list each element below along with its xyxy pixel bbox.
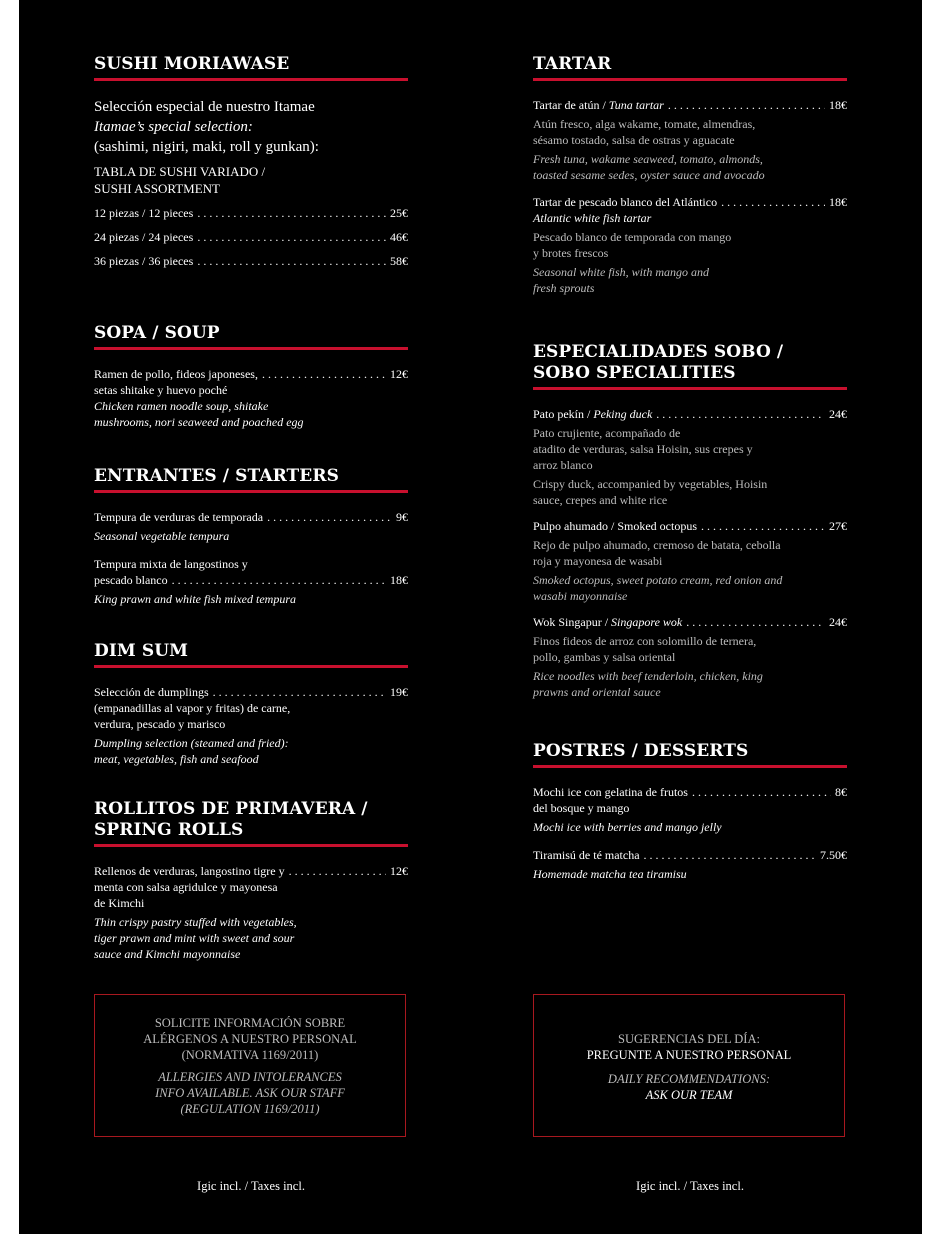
notice-line: (NORMATIVA 1169/2011) xyxy=(181,1048,319,1062)
item-description: sésamo tostado, salsa de ostras y aguacate xyxy=(533,133,735,147)
notice-line: SOLICITE INFORMACIÓN SOBRE xyxy=(154,1016,346,1030)
section-soup xyxy=(94,323,408,437)
item-name: 24 piezas / 24 pieces xyxy=(94,230,194,244)
item-continuation: (empanadillas al vapor y fritas) de carne, xyxy=(94,701,291,715)
item-name: Tartar de pescado blanco del Atlántico xyxy=(533,195,718,209)
item-price: 12€ xyxy=(390,864,408,878)
intro-line: Itamae’s special selection: xyxy=(94,119,253,135)
item-description: roja y mayonesa de wasabi xyxy=(533,554,663,568)
item-price: 12€ xyxy=(390,367,408,381)
section-tartar xyxy=(533,54,847,303)
item-description: Rejo de pulpo ahumado, cremoso de batata, cebolla xyxy=(533,538,781,552)
item-price: 46€ xyxy=(390,230,408,244)
item-price: 9€ xyxy=(396,510,408,524)
item-name: Tiramisú de té matcha xyxy=(533,848,640,862)
notice-line: ASK OUR TEAM xyxy=(645,1088,733,1102)
item-english: Smoked octopus, sweet potato cream, red onion and xyxy=(533,573,783,587)
menu-item xyxy=(533,194,847,296)
item-name: Pulpo ahumado / Smoked octopus xyxy=(533,519,697,533)
menu-item xyxy=(533,784,847,835)
section-dimsum xyxy=(94,641,408,774)
item-english: Seasonal vegetable tempura xyxy=(94,529,230,543)
notice-line: INFO AVAILABLE. ASK OUR STAFF xyxy=(155,1086,345,1100)
menu-page xyxy=(19,0,922,1234)
item-description: Pescado blanco de temporada con mango xyxy=(533,230,732,244)
item-price: 25€ xyxy=(390,206,408,220)
red-rule xyxy=(533,78,847,81)
menu-item xyxy=(533,97,847,183)
notice-line: PREGUNTE A NUESTRO PERSONAL xyxy=(586,1048,792,1062)
menu-item xyxy=(533,847,847,882)
allergen-notice xyxy=(94,994,406,1137)
section-desserts xyxy=(533,741,847,889)
item-english: mushrooms, nori seaweed and poached egg xyxy=(94,415,304,429)
notice-line: ALÉRGENOS A NUESTRO PERSONAL xyxy=(143,1032,357,1046)
item-english: Fresh tuna, wakame seaweed, tomato, almonds, xyxy=(533,152,763,166)
item-name: 12 piezas / 12 pieces xyxy=(94,206,194,220)
item-price: 8€ xyxy=(835,785,847,799)
section-starters xyxy=(94,466,408,614)
item-description: Atún fresco, alga wakame, tomate, almendras, xyxy=(533,117,756,131)
red-rule xyxy=(94,78,408,81)
red-rule xyxy=(533,765,847,768)
item-name-english: Tuna tartar xyxy=(608,98,664,112)
item-english: tiger prawn and mint with sweet and sour xyxy=(94,931,295,945)
item-description: arroz blanco xyxy=(533,458,593,472)
section-title: ESPECIALIDADES SOBO / xyxy=(533,342,784,362)
item-name: Wok Singapur / xyxy=(533,615,612,629)
item-english: prawns and oriental sauce xyxy=(533,685,661,699)
menu-item xyxy=(94,229,408,245)
item-name: Tartar de atún / xyxy=(533,98,609,112)
item-name: Rellenos de verduras, langostino tigre y xyxy=(94,864,285,878)
item-name-english: Singapore wok xyxy=(611,615,683,629)
item-description: atadito de verduras, salsa Hoisin, sus crepes y xyxy=(533,442,753,456)
item-price: 27€ xyxy=(829,519,847,533)
item-english: Crispy duck, accompanied by vegetables, Hoisin xyxy=(533,477,768,491)
daily-suggestions-notice xyxy=(533,994,845,1137)
section-sushi xyxy=(94,54,408,277)
item-english: Mochi ice with berries and mango jelly xyxy=(533,820,722,834)
menu-item xyxy=(94,253,408,269)
item-price: 24€ xyxy=(829,615,847,629)
item-name-line: Tempura mixta de langostinos y xyxy=(94,557,248,571)
item-name: Ramen de pollo, fideos japoneses, xyxy=(94,367,258,381)
item-price: 18€ xyxy=(829,98,847,112)
item-continuation: de Kimchi xyxy=(94,896,145,910)
item-english: Thin crispy pastry stuffed with vegetables, xyxy=(94,915,297,929)
menu-item xyxy=(94,684,408,767)
item-english: Rice noodles with beef tenderloin, chicken, king xyxy=(533,669,763,683)
notice-line: ALLERGIES AND INTOLERANCES xyxy=(158,1070,342,1084)
item-name: Selección de dumplings xyxy=(94,685,209,699)
item-price: 24€ xyxy=(829,407,847,421)
item-english: sauce, crepes and white rice xyxy=(533,493,668,507)
item-price: 7.50€ xyxy=(820,848,847,862)
item-price: 18€ xyxy=(829,195,847,209)
item-description: pollo, gambas y salsa oriental xyxy=(533,650,676,664)
section-title: ENTRANTES / STARTERS xyxy=(94,466,339,486)
item-english: meat, vegetables, fish and seafood xyxy=(94,752,259,766)
table-label: SUSHI ASSORTMENT xyxy=(94,181,220,196)
item-english: wasabi mayonnaise xyxy=(533,589,628,603)
item-english: Dumpling selection (steamed and fried): xyxy=(94,736,289,750)
item-name: pescado blanco xyxy=(94,573,168,587)
item-continuation: setas shitake y huevo poché xyxy=(94,383,228,397)
item-name: Mochi ice con gelatina de frutos xyxy=(533,785,688,799)
table-label: TABLA DE SUSHI VARIADO / xyxy=(94,164,266,179)
menu-item xyxy=(94,863,408,962)
red-rule xyxy=(94,844,408,847)
taxes-footer: Igic incl. / Taxes incl. xyxy=(636,1179,744,1193)
intro-line: Selección especial de nuestro Itamae xyxy=(94,99,315,115)
menu-item xyxy=(94,366,408,430)
red-rule xyxy=(533,387,847,390)
item-price: 19€ xyxy=(390,685,408,699)
menu-item xyxy=(94,205,408,221)
red-rule xyxy=(94,490,408,493)
menu-item xyxy=(94,509,408,544)
section-spring-rolls xyxy=(94,799,408,969)
menu-item xyxy=(533,614,847,700)
item-name-english: Peking duck xyxy=(593,407,653,421)
item-description: y brotes frescos xyxy=(533,246,609,260)
red-rule xyxy=(94,665,408,668)
section-title: SPRING ROLLS xyxy=(94,820,244,840)
item-price: 18€ xyxy=(390,573,408,587)
item-name: Pato pekín / xyxy=(533,407,594,421)
item-description: Pato crujiente, acompañado de xyxy=(533,426,681,440)
item-english: Seasonal white fish, with mango and xyxy=(533,265,710,279)
menu-item xyxy=(533,518,847,604)
item-continuation: menta con salsa agridulce y mayonesa xyxy=(94,880,278,894)
item-english: King prawn and white fish mixed tempura xyxy=(94,592,296,606)
section-title: DIM SUM xyxy=(94,641,189,661)
item-name: 36 piezas / 36 pieces xyxy=(94,254,194,268)
notice-line: DAILY RECOMMENDATIONS: xyxy=(607,1072,771,1086)
notice-line: (REGULATION 1169/2011) xyxy=(180,1102,320,1116)
section-title: SOBO SPECIALITIES xyxy=(533,363,736,383)
item-price: 58€ xyxy=(390,254,408,268)
item-name-english: Atlantic white fish tartar xyxy=(533,211,652,225)
item-english: sauce and Kimchi mayonnaise xyxy=(94,947,241,961)
item-english: fresh sprouts xyxy=(533,281,595,295)
section-title: POSTRES / DESSERTS xyxy=(533,741,749,761)
item-continuation: verdura, pescado y marisco xyxy=(94,717,226,731)
item-continuation: del bosque y mango xyxy=(533,801,630,815)
menu-item xyxy=(94,556,408,607)
section-title: ROLLITOS DE PRIMAVERA / xyxy=(94,799,368,819)
item-english: Homemade matcha tea tiramisu xyxy=(533,867,687,881)
section-sobo-specialities xyxy=(533,342,847,707)
section-title: TARTAR xyxy=(533,54,612,74)
item-name: Tempura de verduras de temporada xyxy=(94,510,264,524)
item-description: Finos fideos de arroz con solomillo de ternera, xyxy=(533,634,757,648)
item-english: toasted sesame sedes, oyster sauce and avocado xyxy=(533,168,765,182)
menu-item xyxy=(533,406,847,508)
item-english: Chicken ramen noodle soup, shitake xyxy=(94,399,269,413)
section-title: SOPA / SOUP xyxy=(94,323,220,343)
notice-line: SUGERENCIAS DEL DÍA: xyxy=(618,1032,760,1046)
section-title: SUSHI MORIAWASE xyxy=(94,54,290,74)
taxes-footer: Igic incl. / Taxes incl. xyxy=(197,1179,305,1193)
intro-line: (sashimi, nigiri, maki, roll y gunkan): xyxy=(94,139,319,155)
red-rule xyxy=(94,347,408,350)
